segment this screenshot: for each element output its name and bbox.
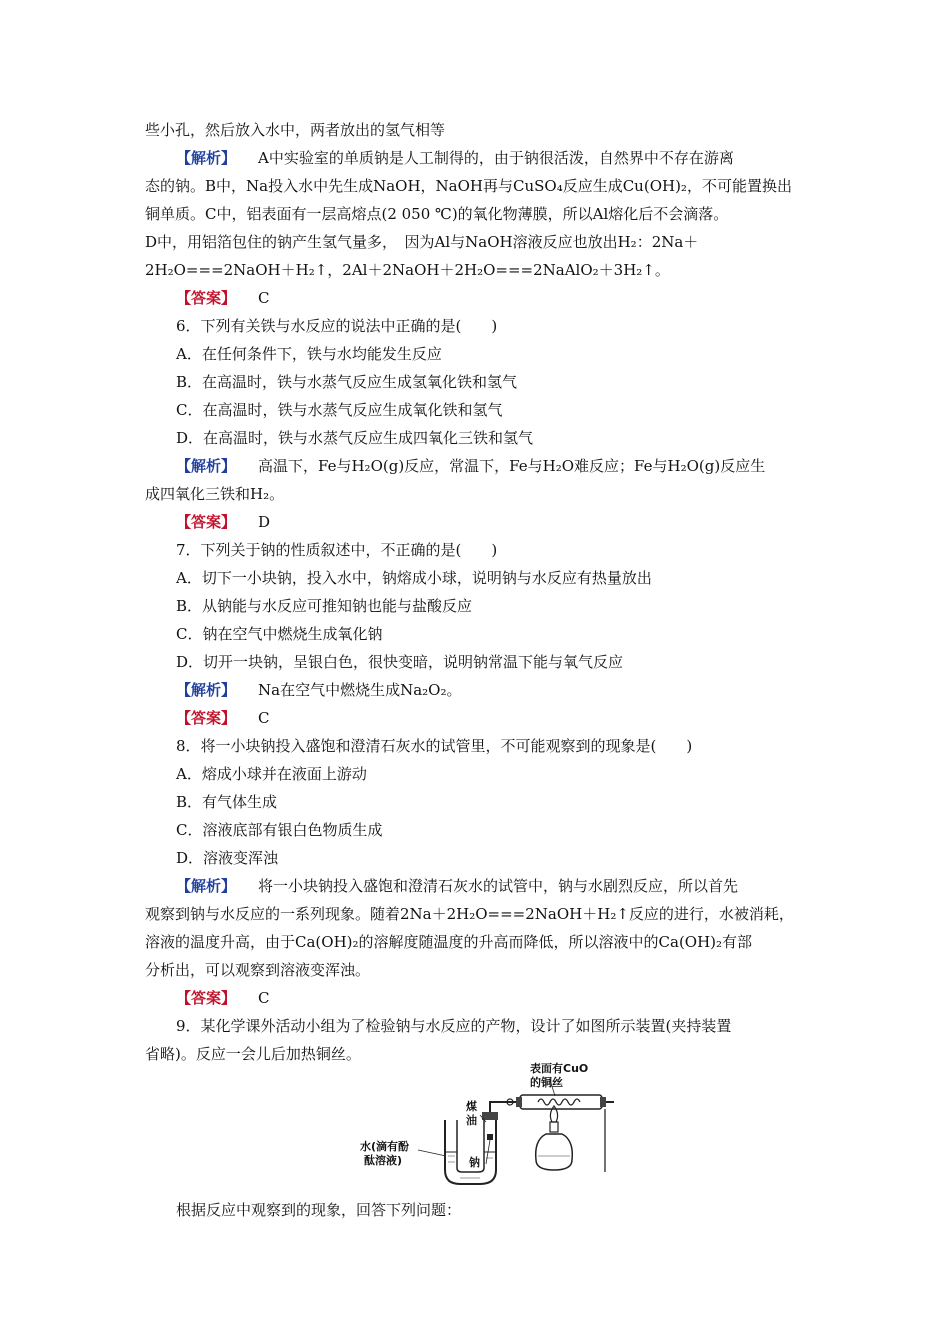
analysis-tag: 【解析】 xyxy=(176,681,237,699)
q5-answer-line xyxy=(176,288,846,308)
answer-tag: 【答案】 xyxy=(176,989,237,1007)
q8-option-b: B．有气体生成 xyxy=(176,793,278,811)
analysis-text: 高温下，Fe与H₂O(g)反应，常温下，Fe与H₂O难反应；Fe与H₂O(g)反应生 xyxy=(258,457,766,475)
copper-coil xyxy=(538,1099,580,1105)
apparatus-figure xyxy=(360,1060,615,1190)
text-line: 2H₂O===2NaOH＋H₂↑，2Al＋2NaOH＋2H₂O===2NaAlO₂＋3H₂↑。 xyxy=(145,261,670,279)
alcohol-lamp xyxy=(536,1134,573,1170)
answer-tag: 【答案】 xyxy=(176,289,237,307)
text-line: 些小孔，然后放入水中，两者放出的氢气相等 xyxy=(145,121,446,139)
label-water-1: 水(滴有酚 xyxy=(360,1140,410,1153)
label-kerosene-1: 煤 xyxy=(466,1100,477,1113)
text-line: 态的钠。B中，Na投入水中先生成NaOH，NaOH再与CuSO₄反应生成Cu(OH)₂，不可能置换出 xyxy=(145,177,792,195)
label-copper-wire-1: 表面有CuO xyxy=(530,1062,589,1075)
q8-answer-line xyxy=(176,988,846,1008)
q7-option-d: D．切开一块钠，呈银白色，很快变暗，说明钠常温下能与氧气反应 xyxy=(176,653,624,671)
label-kerosene-2: 油 xyxy=(466,1114,477,1127)
analysis-tag: 【解析】 xyxy=(176,149,237,167)
q5-analysis-line xyxy=(176,148,846,168)
answer-value: C xyxy=(258,989,270,1007)
question-9: 9．某化学课外活动小组为了检验钠与水反应的产物，设计了如图所示装置(夹持装置 xyxy=(176,1017,732,1035)
q6-answer-line xyxy=(176,512,846,532)
q6-option-b: B．在高温时，铁与水蒸气反应生成氢氧化铁和氢气 xyxy=(176,373,518,391)
q8-option-d: D．溶液变浑浊 xyxy=(176,849,279,867)
q7-option-a: A．切下一小块钠，投入水中，钠熔成小球，说明钠与水反应有热量放出 xyxy=(176,569,652,587)
answer-tag: 【答案】 xyxy=(176,513,237,531)
question-7: 7．下列关于钠的性质叙述中，不正确的是( ) xyxy=(176,541,498,559)
analysis-text: 将一小块钠投入盛饱和澄清石灰水的试管中，钠与水剧烈反应，所以首先 xyxy=(258,877,739,895)
answer-value: C xyxy=(258,289,270,307)
analysis-text: Na在空气中燃烧生成Na₂O₂。 xyxy=(258,681,462,699)
q6-option-d: D．在高温时，铁与水蒸气反应生成四氧化三铁和氢气 xyxy=(176,429,534,447)
sodium-piece xyxy=(487,1134,493,1140)
text-line: 铜单质。C中，铝表面有一层高熔点(2 050 ℃)的氧化物薄膜，所以Al熔化后不会滴落。 xyxy=(145,205,729,223)
q8-option-c: C．溶液底部有银白色物质生成 xyxy=(176,821,383,839)
text-line: 根据反应中观察到的现象，回答下列问题： xyxy=(176,1201,462,1219)
q7-option-b: B．从钠能与水反应可推知钠也能与盐酸反应 xyxy=(176,597,473,615)
answer-value: D xyxy=(258,513,271,531)
analysis-text: A中实验室的单质钠是人工制得的，由于钠很活泼，自然界中不存在游离 xyxy=(258,149,734,167)
q8-analysis-line xyxy=(176,876,846,896)
q7-option-c: C．钠在空气中燃烧生成氧化钠 xyxy=(176,625,383,643)
q6-analysis-line xyxy=(176,456,846,476)
q8-option-a: A．熔成小球并在液面上游动 xyxy=(176,765,367,783)
text-line: D中，用铝箔包住的钠产生氢气量多， 因为Al与NaOH溶液反应也放出H₂：2Na＋ xyxy=(145,233,699,251)
answer-value: C xyxy=(258,709,270,727)
text-line: 省略)。反应一会儿后加热铜丝。 xyxy=(145,1045,361,1063)
question-8: 8．将一小块钠投入盛饱和澄清石灰水的试管里，不可能观察到的现象是( ) xyxy=(176,737,693,755)
text-line: 成四氧化三铁和H₂。 xyxy=(145,485,285,503)
text-line: 观察到钠与水反应的一系列现象。随着2Na＋2H₂O===2NaOH＋H₂↑反应的进行，水被消耗， xyxy=(145,905,794,923)
text-line: 溶液的温度升高，由于Ca(OH)₂的溶解度随温度的升高而降低，所以溶液中的Ca(OH)₂有部 xyxy=(145,933,753,951)
q7-answer-line xyxy=(176,708,846,728)
analysis-tag: 【解析】 xyxy=(176,877,237,895)
apparatus-diagram xyxy=(360,1060,615,1190)
label-copper-wire-2: 的铜丝 xyxy=(530,1076,563,1089)
label-water-2: 酞溶液) xyxy=(364,1154,403,1167)
answer-tag: 【答案】 xyxy=(176,709,237,727)
text-line: 分析出，可以观察到溶液变浑浊。 xyxy=(145,961,371,979)
q6-option-a: A．在任何条件下，铁与水均能发生反应 xyxy=(176,345,442,363)
question-6: 6．下列有关铁与水反应的说法中正确的是( ) xyxy=(176,317,498,335)
label-sodium: 钠 xyxy=(469,1156,480,1169)
q7-analysis-line xyxy=(176,680,846,700)
analysis-tag: 【解析】 xyxy=(176,457,237,475)
q6-option-c: C．在高温时，铁与水蒸气反应生成氧化铁和氢气 xyxy=(176,401,503,419)
